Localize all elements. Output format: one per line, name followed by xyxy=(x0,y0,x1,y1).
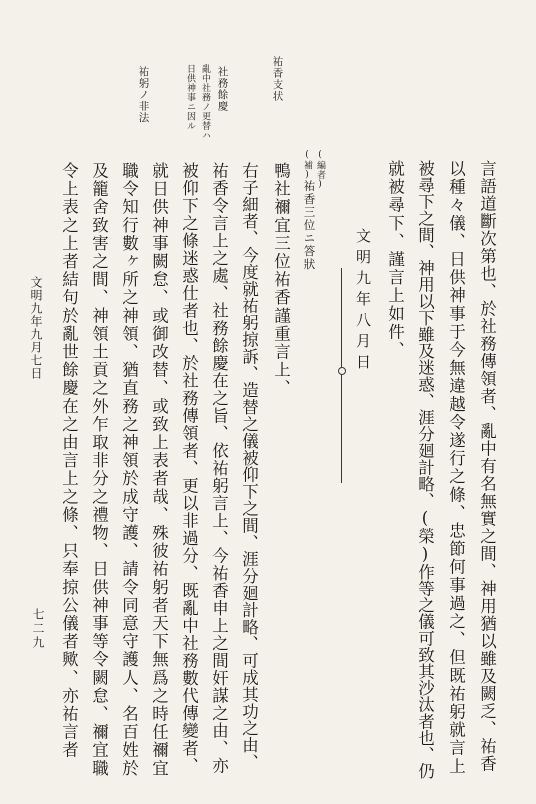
body-column-2: 以種々儀、日供神事于今無違越令遂行之條、忠節何事過之、但既祐躬就言上 xyxy=(446,160,466,776)
body-column-7: 右子細者、今度就祐躬掠訴、造替之儀被仰下之間、涯分廻計略、可成其功之由、 xyxy=(239,162,259,771)
margin-note-4: 日供神事ニ因ル xyxy=(185,64,195,131)
running-footer-date: 文明九年九月七日 xyxy=(29,276,43,380)
section-divider-mark xyxy=(338,367,346,375)
body-column-9: 被仰下之條迷惑仕者也、於社務傳領者、更以非過分、既亂中社務數代傳變者、 xyxy=(179,162,199,775)
body-date: 文明九年八月日 xyxy=(354,228,372,375)
body-column-6: 鴨社禰宜三位祐香謹重言上、 xyxy=(271,162,291,398)
section-divider xyxy=(341,268,342,483)
page-number: 七二九 xyxy=(31,608,45,650)
margin-note-2: 社務餘慶 xyxy=(216,66,229,112)
margin-note-1: 祐香支状 xyxy=(271,56,284,102)
body-column-1: 言語道斷次第也、於社務傳領者、亂中有名無實之間、神用猶以雖及闕乏、祐香 xyxy=(477,160,497,773)
body-column-4: 就被尋下、謹言上如件、 xyxy=(385,160,405,360)
margin-note-3: 亂中社務ノ更替ハ xyxy=(200,64,210,140)
margin-note-5: 祐躬ノ非法 xyxy=(137,66,150,124)
editor-note-2: (補) xyxy=(302,150,312,181)
body-column-13: 令上表之上者結句於亂世餘慶在之由言上之條、只奉掠公儀者歟、亦祐言者 xyxy=(59,162,79,760)
body-column-12: 及籠舍致害之間、神領土貢之外乍取非分之禮物、日供神事等令闕怠、禰宜職 xyxy=(89,162,109,778)
editor-note: (編者) xyxy=(315,150,325,190)
sub-heading: 祐香三位ニ答狀 xyxy=(302,180,317,271)
body-column-11: 職令知行數ヶ所之神領、猶直務之神領於成守護、請令同意守護人、名百姓於 xyxy=(119,162,139,778)
body-column-10: 就日供神事闕怠、或御改替、或致上表者哉、殊彼祐躬者天下無爲之時任禰宜 xyxy=(149,162,169,778)
body-column-3: 被尋下之間、神用以下雖及迷惑、涯分廻計略、(榮)作等之儀可致其沙汰者也、仍 xyxy=(415,160,435,780)
body-column-8: 祐香令言上之處、社務餘慶在之旨、依祐躬言上、今祐香申上之間奸謀之由、亦 xyxy=(209,162,229,775)
